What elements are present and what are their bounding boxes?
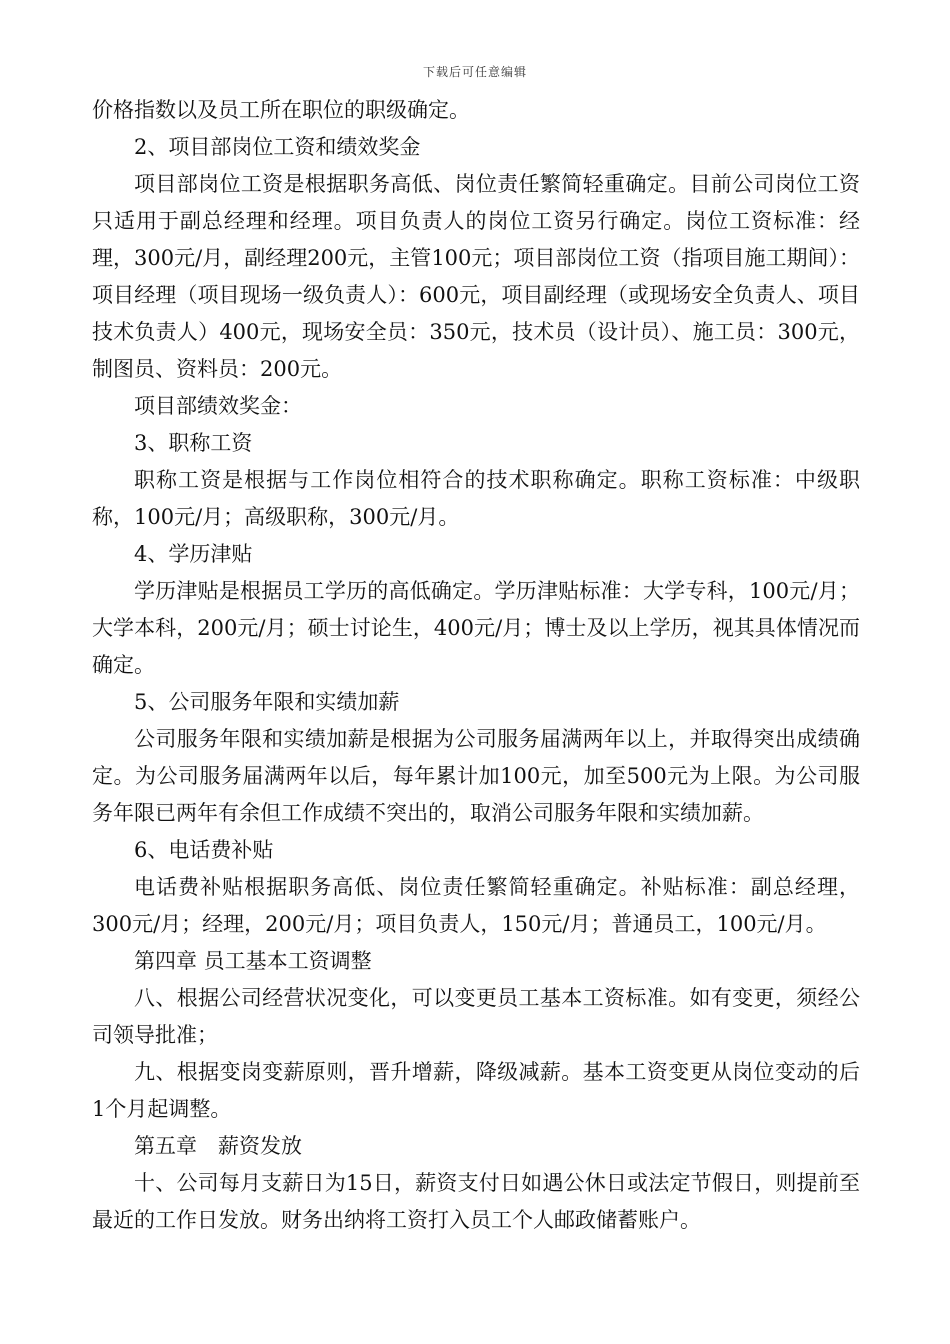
section-heading-6: 6、电话费补贴 [134, 838, 274, 862]
paragraph-service-raise: 公司服务年限和实绩加薪是根据为公司服务届满两年以上，并取得突出成绩确定。为公司服务届满两年以后，每年累计加100元，加至500元为上限。为公司服务年限已两年有余但工作成绩不突出的，取消公司服务年限和实绩加薪。 [92, 727, 860, 825]
paragraph-position-wage: 项目部岗位工资是根据职务高低、岗位责任繁简轻重确定。目前公司岗位工资只适用于副总经理和经理。项目负责人的岗位工资另行确定。岗位工资标准：经理，300元/月，副经理200元，主管100元；项目部岗位工资（指项目施工期间）：项目经理（项目现场一级负责人）：600元，项目副经理（或现场安全负责人、项目技术负责人）400元，现场安全员：350元，技术员（设计员）、施工员：300元，制图员、资料员：200元。 [92, 172, 860, 381]
document-body [92, 92, 860, 1239]
page-header: 下载后可任意编辑 [422, 65, 527, 79]
section-heading-3: 3、职称工资 [134, 431, 253, 455]
chapter-heading-5: 第五章 薪资发放 [134, 1134, 302, 1158]
article-9: 九、根据变岗变薪原则，晋升增薪，降级减薪。基本工资变更从岗位变动的后1个月起调整。 [92, 1060, 860, 1121]
paragraph-education-allowance: 学历津贴是根据员工学历的高低确定。学历津贴标准：大学专科，100元/月；大学本科，200元/月；硕士讨论生，400元/月；博士及以上学历，视其具体情况而确定。 [92, 579, 860, 677]
article-8: 八、根据公司经营状况变化，可以变更员工基本工资标准。如有变更，须经公司领导批准； [92, 986, 860, 1047]
paragraph-continuation: 价格指数以及员工所在职位的职级确定。 [92, 98, 470, 122]
paragraph-phone-allowance: 电话费补贴根据职务高低、岗位责任繁简轻重确定。补贴标准：副总经理，300元/月；经理，200元/月；项目负责人，150元/月；普通员工，100元/月。 [92, 875, 860, 936]
paragraph-title-wage: 职称工资是根据与工作岗位相符合的技术职称确定。职称工资标准：中级职称，100元/月；高级职称，300元/月。 [92, 468, 860, 529]
section-heading-2: 2、项目部岗位工资和绩效奖金 [134, 135, 421, 159]
chapter-heading-4: 第四章 员工基本工资调整 [134, 949, 372, 973]
section-heading-5: 5、公司服务年限和实绩加薪 [134, 690, 400, 714]
paragraph-performance-bonus: 项目部绩效奖金： [134, 394, 302, 418]
article-10: 十、公司每月支薪日为15日，薪资支付日如遇公休日或法定节假日，则提前至最近的工作日发放。财务出纳将工资打入员工个人邮政储蓄账户。 [92, 1171, 860, 1232]
section-heading-4: 4、学历津贴 [134, 542, 253, 566]
